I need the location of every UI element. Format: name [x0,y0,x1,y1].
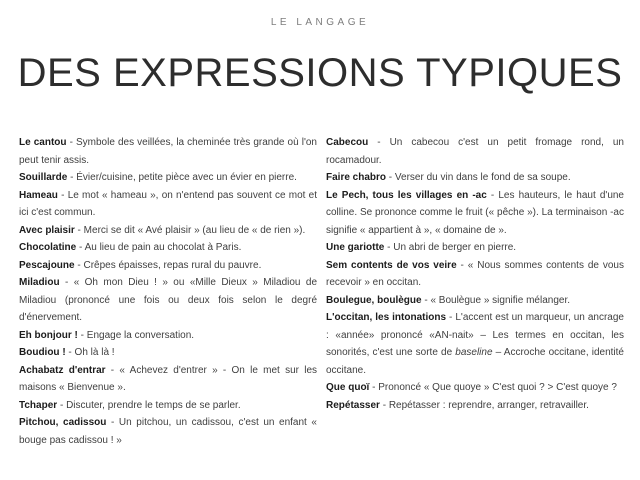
glossary-term: Hameau [19,189,58,201]
glossary-entry: L'occitan, les intonations - L'accent est un marqueur, un ancrage : «année» prononcé «AN-nait» – Les termes en occitan, les sonorités, c'est une sorte de baseline – Accroche occitane, identité occitane. [326,312,624,376]
glossary-definition: Verser du vin dans le fond de sa soupe. [394,172,571,183]
glossary-entry: Tchaper - Discuter, prendre le temps de se parler. [19,399,241,411]
glossary-definition: Évier/cuisine, petite pièce avec un évier en pierre. [76,172,297,183]
glossary-definition: – Accroche occitane, identité occitane. [326,347,624,376]
glossary-entry: Cabecou - Un cabecou c'est un petit fromage rond, un rocamadour. [326,137,624,166]
glossary-entry: Sem contents de vos veire - « Nous sommes contents de vous recevoir » en occitan. [326,259,624,288]
glossary-entry: Boudiou ! - Oh là là ! [19,347,115,358]
glossary-definition: Engage la conversation. [86,329,195,341]
glossary-term: Achabatz d'entrar [19,364,106,376]
glossary-definition: Merci se dit « Avé plaisir » (au lieu de « de rien »). [83,224,306,236]
glossary-definition: Repétasser : reprendre, arranger, retravailler. [388,399,589,411]
glossary-entry: Eh bonjour ! - Engage la conversation. [19,329,195,341]
glossary-entry: Faire chabro - Verser du vin dans le fond de sa soupe. [326,172,571,183]
page-title: DES EXPRESSIONS TYPIQUES [17,51,623,95]
glossary-term: Boudiou ! [19,347,66,358]
glossary-entry: Avec plaisir - Merci se dit « Avé plaisir » (au lieu de « de rien »). [19,224,306,236]
glossary-entry: Miladiou - « Oh mon Dieu ! » ou «Mille Dieux » Miladiou de Miladiou (prononcé une fois ou deux fois selon le degré d'énervement. [19,277,317,323]
glossary-entry: Chocolatine - Au lieu de pain au chocolat à Paris. [19,242,242,253]
glossary-entry: Achabatz d'entrar - « Achevez d'entrer » - On le met sur les maisons « Bienvenue ». [19,364,318,393]
glossary-definition: Au lieu de pain au chocolat à Paris. [84,242,242,253]
glossary-definition: baseline [455,347,493,358]
glossary-term: Repétasser [326,399,380,411]
glossary-term: Eh bonjour ! [19,329,78,341]
glossary-definition: Oh là là ! [74,347,115,358]
glossary-column [326,134,624,449]
glossary-term: Une gariotte [326,242,385,253]
glossary-term: Tchaper [19,399,58,411]
glossary-term: Pitchou, cadissou [19,417,107,428]
glossary-definition: L'accent est un marqueur, un ancrage : «année» prononcé «AN-nait» – Les termes en occitan, les sonorités, c'est une sorte de [326,312,624,358]
glossary-definition: « Achevez d'entrer » - On le met sur les maisons « Bienvenue ». [19,364,318,393]
glossary-definition: « Boulègue » signifie mélanger. [430,294,570,306]
glossary-definition: Un pitchou, un cadissou, c'est un enfant « bouge pas cadissou ! » [19,417,317,446]
section-kicker: LE LANGAGE [270,17,370,28]
glossary-term: Cabecou [326,137,369,148]
glossary-term: Le cantou [19,137,67,148]
glossary-entry: Repétasser - Repétasser : reprendre, arranger, retravailler. [326,399,589,411]
glossary-entry: Le cantou - Symbole des veillées, la cheminée très grande où l'on peut tenir assis. [19,137,317,166]
glossary-entry: Que quoï - Prononcé « Que quoye » C'est quoi ? > C'est quoye ? [326,382,617,393]
glossary-entry: Le Pech, tous les villages en -ac - Les hauteurs, le haut d'une colline. Se prononce comme le fruit (« pêche »). La terminaison -ac signifie « appartient à », « domaine de ». [326,189,624,236]
glossary-columns [19,134,625,449]
glossary-term: Avec plaisir [19,224,75,236]
glossary-entry: Souillarde - Évier/cuisine, petite pièce avec un évier en pierre. [19,172,297,183]
glossary-term: L'occitan, les intonations [326,312,447,323]
glossary-definition: Les hauteurs, le haut d'une colline. Se prononce comme le fruit (« pêche »). La terminaison -ac signifie « appartient à », « domaine de ». [326,189,624,236]
glossary-definition: Discuter, prendre le temps de se parler. [66,399,241,411]
glossary-definition: Prononcé « Que quoye » C'est quoi ? > C'est quoye ? [378,382,617,393]
glossary-definition: Un abri de berger en pierre. [393,242,517,253]
glossary-definition: Un cabecou c'est un petit fromage rond, un rocamadour. [326,137,624,166]
glossary-term: Pescajoune [19,259,75,271]
glossary-entry: Pitchou, cadissou - Un pitchou, un cadissou, c'est un enfant « bouge pas cadissou ! » [19,417,317,446]
glossary-term: Chocolatine [19,242,77,253]
glossary-term: Miladiou [19,277,60,288]
glossary-definition: « Nous sommes contents de vous recevoir » en occitan. [326,259,624,288]
glossary-term: Faire chabro [326,172,387,183]
glossary-entry: Boulegue, boulègue - « Boulègue » signifie mélanger. [326,294,570,306]
glossary-definition: Crêpes épaisses, repas rural du pauvre. [83,259,262,271]
glossary-term: Que quoï [326,382,370,393]
glossary-term: Souillarde [19,172,68,183]
glossary-term: Sem contents de vos veire [326,259,457,271]
glossary-entry: Hameau - Le mot « hameau », on n'entend pas souvent ce mot et ici c'est commun. [19,189,317,218]
glossary-term: Boulegue, boulègue [326,294,422,306]
glossary-definition: Symbole des veillées, la cheminée très grande où l'on peut tenir assis. [19,137,317,166]
glossary-term: Le Pech, tous les villages en -ac [326,189,487,201]
glossary-entry: Une gariotte - Un abri de berger en pierre. [326,242,517,253]
glossary-entry: Pescajoune - Crêpes épaisses, repas rural du pauvre. [19,259,262,271]
glossary-definition: Le mot « hameau », on n'entend pas souvent ce mot et ici c'est commun. [19,189,317,218]
glossary-column [19,134,317,449]
glossary-definition: « Oh mon Dieu ! » ou «Mille Dieux » Miladiou de Miladiou (prononcé une fois ou deux fois selon le degré d'énervement. [19,277,317,323]
